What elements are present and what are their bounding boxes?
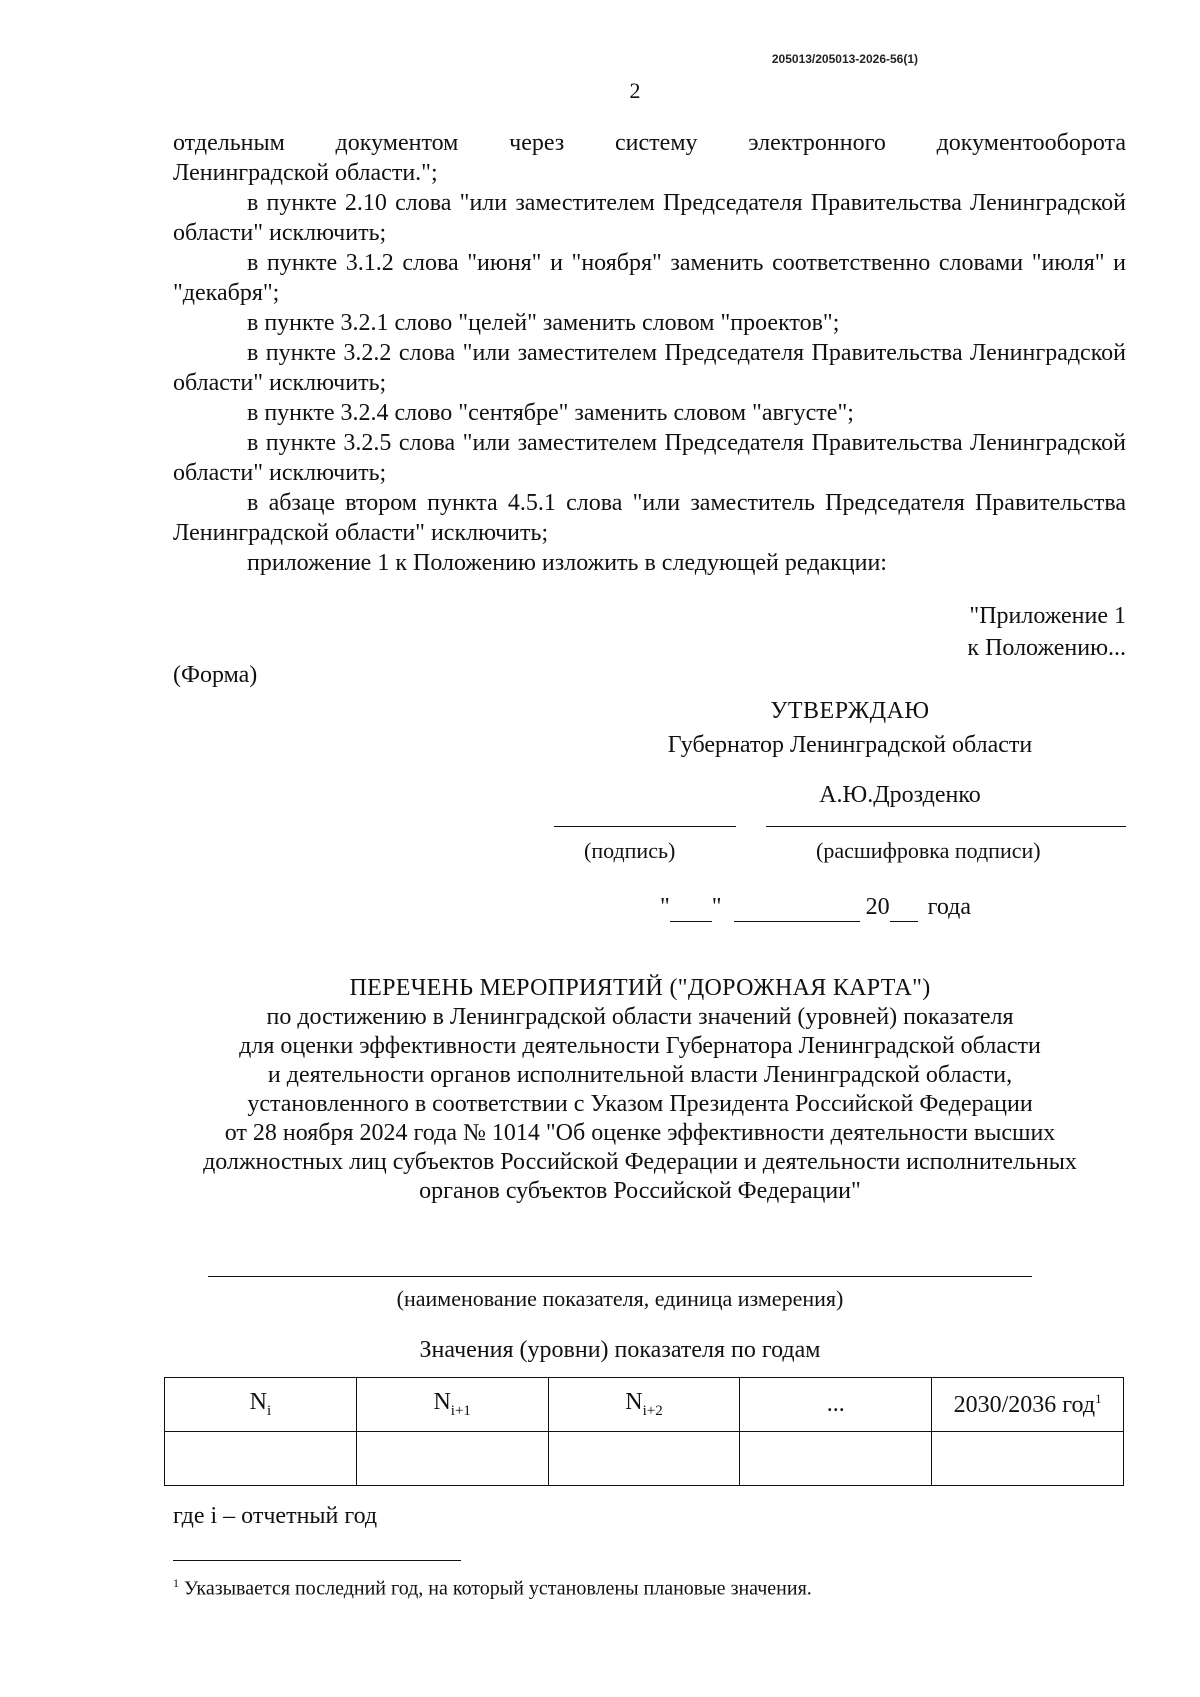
paragraph-clause-4-5-1: в абзаце втором пункта 4.5.1 слова "или заместитель Председателя Правительства Ленинградской области" исключить; xyxy=(173,490,1126,546)
approval-position: Губернатор Ленинградской области xyxy=(667,732,1033,758)
roadmap-title-line3: для оценки эффективности деятельности Губернатора Ленинградской области xyxy=(239,1033,1041,1059)
roadmap-title xyxy=(150,974,1130,1206)
table-header-row xyxy=(165,1378,1124,1432)
header-cell-ni-plus-2: $N_{i+2}$ xyxy=(548,1378,740,1432)
amendments-text xyxy=(173,128,1126,578)
paragraph-clause-3-2-2: в пункте 3.2.2 слова "или заместителем Председателя Правительства Ленинградской области" исключить; xyxy=(173,340,1126,396)
value-cell xyxy=(740,1432,932,1486)
paragraph-clause-3-1-2: в пункте 3.1.2 слова "июня" и "ноября" заменить соответственно словами "июля" и "декабря"; xyxy=(173,250,1126,306)
roadmap-title-line2: по достижению в Ленинградской области значений (уровней) показателя xyxy=(266,1004,1014,1030)
header-cell-ni: $N_i$ xyxy=(165,1378,357,1432)
footnote xyxy=(173,1576,812,1601)
values-caption: Значения (уровни) показателя по годам xyxy=(419,1337,821,1363)
signature-decode-line xyxy=(766,826,1126,827)
paragraph-continuation-line1: отдельным документом через систему электронного документооборота xyxy=(173,130,1126,156)
table-row xyxy=(165,1432,1124,1486)
roadmap-title-line4: и деятельности органов исполнительной власти Ленинградской области, xyxy=(267,1062,1013,1088)
appendix-reference xyxy=(967,600,1126,664)
roadmap-title-line5: установленного в соответствии с Указом Президента Российской Федерации xyxy=(247,1091,1033,1117)
indicator-values-table xyxy=(164,1377,1124,1486)
date-quote-open: " xyxy=(660,894,670,920)
value-cell xyxy=(356,1432,548,1486)
reporting-year-note: где i – отчетный год xyxy=(173,1503,378,1529)
header-cell-ellipsis: ... xyxy=(740,1378,932,1432)
indicator-name-line xyxy=(208,1276,1032,1277)
approver-name: А.Ю.Дрозденко xyxy=(819,782,981,808)
date-day-blank xyxy=(670,894,712,922)
paragraph-appendix-instruction: приложение 1 к Положению изложить в следующей редакции: xyxy=(247,550,887,576)
roadmap-title-line1: ПЕРЕЧЕНЬ МЕРОПРИЯТИЙ ("ДОРОЖНАЯ КАРТА") xyxy=(349,975,931,1001)
date-suffix: года xyxy=(927,894,972,920)
value-cell xyxy=(165,1432,357,1486)
document-registration-number: 205013/205013-2026-56(1) xyxy=(771,52,918,66)
value-cell xyxy=(932,1432,1124,1486)
approval-title: УТВЕРЖДАЮ xyxy=(770,698,930,724)
paragraph-clause-3-2-4: в пункте 3.2.4 слово "сентябре" заменить словом "августе"; xyxy=(247,400,854,426)
roadmap-title-line7: должностных лиц субъектов Российской Федерации и деятельности исполнительных xyxy=(203,1149,1077,1175)
header-cell-final-year: 2030/2036 год$^1$ xyxy=(932,1378,1124,1432)
paragraph-clause-3-2-1: в пункте 3.2.1 слово "целей" заменить словом "проектов"; xyxy=(247,310,840,336)
paragraph-continuation-line2: Ленинградской области."; xyxy=(173,160,438,186)
appendix-line2: к Положению... xyxy=(967,635,1126,661)
paragraph-clause-3-2-5: в пункте 3.2.5 слова "или заместителем Председателя Правительства Ленинградской области" исключить; xyxy=(173,430,1126,486)
date-month-blank xyxy=(734,894,860,922)
footnote-mark: 1 xyxy=(173,1576,179,1590)
paragraph-clause-2-10: в пункте 2.10 слова "или заместителем Председателя Правительства Ленинградской области" исключить; xyxy=(173,190,1126,246)
footnote-separator xyxy=(173,1560,461,1561)
value-cell xyxy=(548,1432,740,1486)
header-cell-ni-plus-1: $N_{i+1}$ xyxy=(356,1378,548,1432)
signature-line xyxy=(554,826,736,827)
approval-date-line xyxy=(660,894,971,922)
date-year-prefix: 20 xyxy=(865,894,890,920)
signature-decode-caption: (расшифровка подписи) xyxy=(816,838,1041,863)
date-year-blank xyxy=(890,894,918,922)
appendix-line1: "Приложение 1 xyxy=(969,603,1126,629)
indicator-caption: (наименование показателя, единица измерения) xyxy=(396,1286,844,1311)
page-number: 2 xyxy=(629,78,641,103)
roadmap-title-line6: от 28 ноября 2024 года № 1014 "Об оценке эффективности деятельности высших xyxy=(224,1120,1056,1146)
roadmap-title-line8: органов субъектов Российской Федерации" xyxy=(419,1178,861,1204)
date-quote-close: " xyxy=(711,894,722,920)
signature-caption: (подпись) xyxy=(584,838,676,863)
form-label: (Форма) xyxy=(173,662,258,688)
footnote-text: Указывается последний год, на который установлены плановые значения. xyxy=(184,1577,812,1600)
